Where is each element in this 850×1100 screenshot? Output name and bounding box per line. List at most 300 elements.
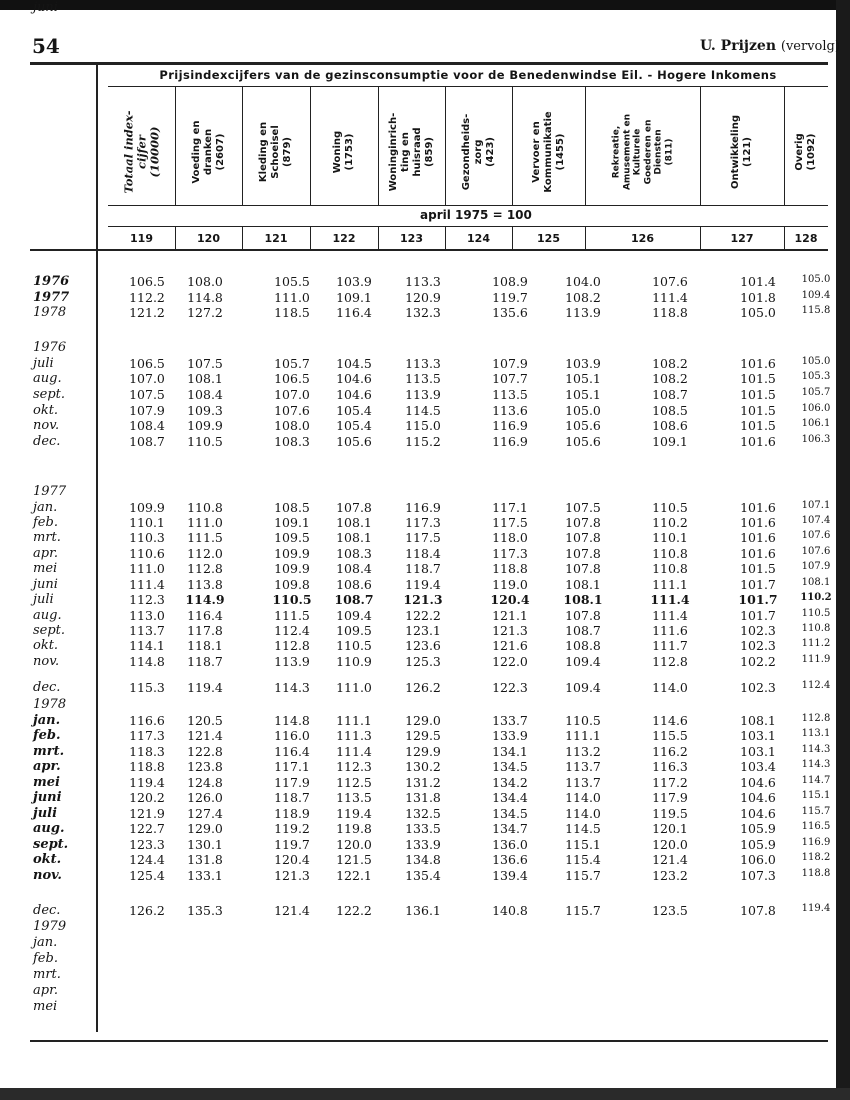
table-cell: 115.1: [801, 790, 831, 801]
table-cell: 118.7: [405, 561, 441, 576]
table-cell: 104.6: [336, 371, 372, 386]
table-cell: 107.8: [565, 608, 601, 623]
table-cell: 111.5: [187, 530, 223, 545]
table-cell: 117.8: [187, 623, 223, 638]
row-label: mei: [33, 775, 60, 790]
row-label: okt.: [33, 403, 59, 418]
table-cell: 125.4: [129, 868, 165, 883]
table-cell: 101.6: [740, 546, 776, 561]
row-label: 1976: [33, 340, 67, 355]
column-number-rule: [585, 226, 586, 249]
table-cell: 110.5: [187, 434, 223, 449]
running-head-title: U. Prijzen: [700, 38, 776, 54]
table-cell: 114.1: [129, 638, 165, 653]
table-cell: 116.4: [187, 608, 223, 623]
table-cell: 104.6: [740, 806, 776, 821]
table-cell: 129.9: [405, 744, 441, 759]
column-label: Voeding en dranken (2607): [190, 120, 226, 184]
row-label: apr.: [33, 759, 61, 774]
table-cell: 108.1: [187, 371, 223, 386]
table-cell: 116.9: [492, 434, 528, 449]
table-cell: 133.7: [492, 713, 528, 728]
table-cell: 107.6: [652, 274, 688, 289]
table-banner: Prijsindexcijfers van de gezinsconsumptie voor de Benedenwindse Eil. - Hogere Inkomens: [159, 68, 777, 82]
table-cell: 113.7: [565, 775, 601, 790]
table-cell: 115.3: [129, 680, 165, 695]
row-label: jan.: [33, 935, 58, 950]
table-cell: 107.8: [565, 561, 601, 576]
table-cell: 101.7: [740, 577, 776, 592]
table-cell: 103.9: [336, 274, 372, 289]
table-cell: 107.5: [565, 500, 601, 515]
table-cell: 127.4: [187, 806, 223, 821]
table-cell: 113.7: [565, 759, 601, 774]
table-cell: 113.0: [129, 608, 165, 623]
table-cell: 110.5: [272, 592, 312, 607]
row-label: sept.: [33, 387, 66, 402]
table-cell: 121.2: [129, 305, 165, 320]
table-cell: 114.8: [129, 654, 165, 669]
table-cell: 112.4: [801, 680, 831, 691]
table-cell: 121.4: [274, 903, 310, 918]
table-cell: 105.1: [565, 387, 601, 402]
table-cell: 117.3: [405, 515, 441, 530]
table-cell: 116.5: [801, 821, 831, 832]
table-cell: 117.5: [405, 530, 441, 545]
table-cell: 109.4: [801, 290, 831, 301]
table-cell: 133.9: [405, 837, 441, 852]
column-number-rule: [512, 226, 513, 249]
table-cell: 110.9: [336, 654, 372, 669]
row-label: jan.: [33, 713, 61, 728]
row-label: juli: [33, 356, 54, 371]
row-label: dec.: [33, 903, 61, 918]
table-cell: 110.8: [652, 546, 688, 561]
table-cell: 114.0: [565, 806, 601, 821]
table-cell: 118.8: [652, 305, 688, 320]
table-cell: 117.5: [492, 515, 528, 530]
table-cell: 119.4: [336, 806, 372, 821]
table-cell: 115.7: [565, 903, 601, 918]
table-cell: 108.7: [129, 434, 165, 449]
table-cell: 110.8: [801, 623, 831, 634]
table-cell: 106.5: [274, 371, 310, 386]
table-cell: 119.4: [129, 775, 165, 790]
row-label: 1978: [33, 697, 67, 712]
row-label: feb.: [33, 951, 58, 966]
row-label: nov.: [33, 868, 62, 883]
table-cell: 103.1: [740, 744, 776, 759]
table-cell: 105.3: [801, 371, 831, 382]
table-cell: 118.7: [187, 654, 223, 669]
table-cell: 110.5: [652, 500, 688, 515]
table-cell: 122.8: [187, 744, 223, 759]
table-cell: 107.8: [565, 515, 601, 530]
table-cell: 117.3: [492, 546, 528, 561]
table-cell: 121.1: [492, 608, 528, 623]
table-cell: 105.6: [565, 434, 601, 449]
table-cell: 114.5: [565, 821, 601, 836]
table-cell: 112.3: [336, 759, 372, 774]
table-cell: 107.6: [801, 546, 831, 557]
table-cell: 111.4: [652, 608, 688, 623]
row-label: apr.: [33, 983, 58, 998]
table-cell: 134.2: [492, 775, 528, 790]
table-cell: 101.6: [740, 434, 776, 449]
table-cell: 125.3: [405, 654, 441, 669]
table-cell: 121.4: [187, 728, 223, 743]
row-label: aug.: [33, 371, 62, 386]
table-cell: 103.1: [740, 728, 776, 743]
table-cell: 112.8: [652, 654, 688, 669]
column-header-119: [108, 92, 175, 212]
column-number: 119: [130, 232, 153, 245]
row-label: 1978: [33, 305, 67, 320]
table-cell: 111.4: [336, 744, 372, 759]
table-cell: 108.1: [563, 592, 603, 607]
table-cell: 109.5: [336, 623, 372, 638]
table-cell: 133.1: [187, 868, 223, 883]
table-cell: 136.6: [492, 852, 528, 867]
table-cell: 108.2: [652, 371, 688, 386]
table-cell: 105.6: [565, 418, 601, 433]
table-cell: 140.8: [492, 903, 528, 918]
row-label: mrt.: [33, 967, 61, 982]
table-cell: 115.7: [801, 806, 831, 817]
table-cell: 112.4: [274, 623, 310, 638]
table-cell: 114.8: [187, 290, 223, 305]
column-label: Rekreatie, Amusement en Kulturele Goederen en Diensten (811): [611, 113, 674, 191]
table-cell: 131.2: [405, 775, 441, 790]
table-cell: 108.6: [652, 418, 688, 433]
table-cell: 122.3: [492, 680, 528, 695]
table-cell: 120.5: [187, 713, 223, 728]
table-cell: 111.1: [652, 577, 688, 592]
table-cell: 114.9: [185, 592, 225, 607]
table-cell: 117.1: [492, 500, 528, 515]
row-label: 1977: [33, 290, 70, 305]
table-cell: 120.0: [336, 837, 372, 852]
table-cell: 109.1: [336, 290, 372, 305]
table-cell: 119.5: [652, 806, 688, 821]
table-cell: 117.9: [652, 790, 688, 805]
table-cell: 109.9: [274, 546, 310, 561]
table-cell: 121.3: [492, 623, 528, 638]
table-cell: 107.6: [274, 403, 310, 418]
table-cell: 105.7: [274, 356, 310, 371]
table-cell: 110.2: [652, 515, 688, 530]
table-cell: 114.0: [652, 680, 688, 695]
table-cell: 106.1: [801, 418, 831, 429]
table-cell: 119.7: [492, 290, 528, 305]
table-cell: 113.5: [405, 371, 441, 386]
table-cell: 101.5: [740, 403, 776, 418]
table-cell: 115.1: [565, 837, 601, 852]
table-cell: 112.0: [187, 546, 223, 561]
table-cell: 132.5: [405, 806, 441, 821]
table-cell: 121.9: [129, 806, 165, 821]
column-header-128: [784, 92, 828, 212]
table-cell: 109.1: [652, 434, 688, 449]
table-cell: 105.5: [274, 274, 310, 289]
table-cell: 108.2: [565, 290, 601, 305]
table-cell: 110.1: [129, 515, 165, 530]
table-cell: 134.4: [492, 790, 528, 805]
table-cell: 111.4: [650, 592, 690, 607]
table-cell: 107.6: [801, 530, 831, 541]
column-label: Woning (1753): [332, 130, 355, 174]
row-label: apr.: [33, 546, 58, 561]
column-label: Gezondheids- zorg (423): [460, 113, 496, 191]
table-cell: 112.5: [336, 775, 372, 790]
table-cell: 108.0: [187, 274, 223, 289]
column-header-120: [175, 92, 242, 212]
table-cell: 101.5: [740, 387, 776, 402]
table-cell: 105.4: [336, 403, 372, 418]
table-cell: 121.5: [336, 852, 372, 867]
table-cell: 134.5: [492, 759, 528, 774]
table-cell: 105.6: [336, 434, 372, 449]
table-cell: 118.5: [274, 305, 310, 320]
row-label: sept.: [33, 837, 69, 852]
table-cell: 111.0: [187, 515, 223, 530]
table-cell: 136.0: [492, 837, 528, 852]
table-cell: 101.6: [740, 500, 776, 515]
table-cell: 132.3: [405, 305, 441, 320]
table-cell: 109.5: [274, 530, 310, 545]
rule-bottom: [30, 1040, 828, 1042]
table-cell: 114.3: [801, 759, 831, 770]
column-label: Vervoer en Kommunikatie (1455): [530, 111, 566, 193]
table-cell: 109.1: [274, 515, 310, 530]
table-cell: 102.3: [740, 623, 776, 638]
column-number: 120: [197, 232, 220, 245]
running-head-continued: (vervolg): [780, 39, 840, 54]
table-cell: 116.3: [652, 759, 688, 774]
row-label: jan.: [33, 500, 58, 515]
table-cell: 116.4: [274, 744, 310, 759]
table-cell: 124.4: [129, 852, 165, 867]
column-header-126: [585, 92, 700, 212]
table-cell: 108.2: [652, 356, 688, 371]
table-cell: 107.9: [129, 403, 165, 418]
scan-bottom-border: [0, 1088, 850, 1100]
table-cell: 113.3: [405, 274, 441, 289]
column-number-rule: [378, 226, 379, 249]
table-cell: 122.2: [336, 903, 372, 918]
table-cell: 111.0: [129, 561, 165, 576]
table-cell: 104.5: [336, 356, 372, 371]
table-cell: 134.1: [492, 744, 528, 759]
table-cell: 116.6: [129, 713, 165, 728]
table-cell: 105.9: [740, 837, 776, 852]
table-cell: 120.0: [652, 837, 688, 852]
column-header-122: [310, 92, 378, 212]
table-cell: 107.5: [129, 387, 165, 402]
table-cell: 104.6: [740, 790, 776, 805]
table-cell: 112.8: [274, 638, 310, 653]
row-label: dec.: [33, 680, 61, 695]
table-cell: 113.5: [336, 790, 372, 805]
table-cell: 110.5: [565, 713, 601, 728]
table-cell: 101.5: [740, 371, 776, 386]
table-cell: 123.6: [405, 638, 441, 653]
table-cell: 106.5: [129, 356, 165, 371]
column-number: 121: [264, 232, 288, 245]
table-cell: 123.1: [405, 623, 441, 638]
table-cell: 118.0: [492, 530, 528, 545]
column-number: 123: [400, 232, 423, 245]
column-number: 127: [730, 232, 754, 245]
table-cell: 108.1: [801, 577, 831, 588]
row-label: mrt.: [33, 744, 65, 759]
table-cell: 119.8: [336, 821, 372, 836]
table-cell: 108.7: [565, 623, 601, 638]
table-cell: 110.8: [187, 500, 223, 515]
table-cell: 126.2: [405, 680, 441, 695]
table-cell: 109.3: [187, 403, 223, 418]
table-cell: 119.4: [801, 903, 831, 914]
table-cell: 114.3: [274, 680, 310, 695]
table-cell: 111.1: [565, 728, 601, 743]
table-cell: 111.2: [801, 638, 831, 649]
column-number-rule: [784, 226, 785, 249]
table-cell: 108.3: [274, 434, 310, 449]
table-cell: 126.2: [129, 903, 165, 918]
table-cell: 114.8: [274, 713, 310, 728]
table-cell: 110.3: [129, 530, 165, 545]
table-cell: 116.9: [492, 418, 528, 433]
column-header-124: [445, 92, 512, 212]
table-cell: 108.4: [336, 561, 372, 576]
table-cell: 109.9: [274, 561, 310, 576]
table-cell: 101.5: [740, 418, 776, 433]
table-cell: 104.6: [740, 775, 776, 790]
table-cell: 105.0: [740, 305, 776, 320]
row-label: nov.: [33, 418, 60, 433]
table-cell: 110.6: [129, 546, 165, 561]
table-cell: 102.2: [740, 654, 776, 669]
table-cell: 123.5: [652, 903, 688, 918]
row-label: feb.: [33, 728, 61, 743]
table-cell: 105.4: [336, 418, 372, 433]
table-cell: 113.8: [187, 577, 223, 592]
table-cell: 111.5: [274, 608, 310, 623]
table-cell: 120.1: [652, 821, 688, 836]
table-cell: 110.8: [652, 561, 688, 576]
table-cell: 113.7: [129, 623, 165, 638]
column-number: 122: [332, 232, 356, 245]
table-cell: 107.7: [492, 371, 528, 386]
table-cell: 136.1: [405, 903, 441, 918]
table-cell: 115.5: [652, 728, 688, 743]
table-cell: 122.0: [492, 654, 528, 669]
table-cell: 106.0: [801, 403, 831, 414]
table-cell: 116.0: [274, 728, 310, 743]
table-cell: 130.2: [405, 759, 441, 774]
row-label: okt.: [33, 852, 62, 867]
table-cell: 111.0: [274, 290, 310, 305]
table-cell: 107.8: [740, 903, 776, 918]
table-cell: 110.5: [336, 638, 372, 653]
table-cell: 109.9: [129, 500, 165, 515]
table-cell: 108.8: [565, 638, 601, 653]
row-label: 1976: [33, 274, 70, 289]
table-cell: 120.9: [405, 290, 441, 305]
table-cell: 122.1: [336, 868, 372, 883]
table-cell: 135.4: [405, 868, 441, 883]
table-cell: 109.9: [187, 418, 223, 433]
table-cell: 113.2: [565, 744, 601, 759]
table-cell: 108.3: [336, 546, 372, 561]
column-number: 124: [467, 232, 490, 245]
table-cell: 107.8: [336, 500, 372, 515]
column-number: 128: [794, 232, 818, 245]
table-cell: 118.3: [129, 744, 165, 759]
table-cell: 114.3: [801, 744, 831, 755]
column-number-rule: [242, 226, 243, 249]
table-cell: 117.1: [274, 759, 310, 774]
table-cell: 116.9: [405, 500, 441, 515]
table-cell: 112.2: [129, 290, 165, 305]
table-cell: 114.6: [652, 713, 688, 728]
table-cell: 118.8: [492, 561, 528, 576]
table-cell: 122.2: [405, 608, 441, 623]
table-cell: 106.5: [129, 274, 165, 289]
table-cell: 103.9: [565, 356, 601, 371]
table-cell: 114.7: [801, 775, 831, 786]
table-cell: 129.0: [405, 713, 441, 728]
table-cell: 110.1: [652, 530, 688, 545]
table-cell: 111.7: [652, 638, 688, 653]
row-label: mrt.: [33, 530, 61, 545]
table-cell: 108.9: [492, 274, 528, 289]
column-header-121: [242, 92, 310, 212]
table-cell: 113.6: [492, 403, 528, 418]
table-cell: 120.2: [129, 790, 165, 805]
column-number: 126: [631, 232, 654, 245]
column-header-127: [700, 92, 784, 212]
column-number-rule: [445, 226, 446, 249]
table-cell: 116.4: [336, 305, 372, 320]
table-cell: 102.3: [740, 638, 776, 653]
table-cell: 101.7: [740, 608, 776, 623]
table-cell: 109.4: [336, 608, 372, 623]
row-label: sept.: [33, 623, 66, 638]
table-cell: 127.2: [187, 305, 223, 320]
table-cell: 131.8: [405, 790, 441, 805]
table-cell: 120.4: [490, 592, 530, 607]
table-cell: 101.8: [740, 290, 776, 305]
running-head: [700, 38, 840, 54]
table-cell: 111.9: [801, 654, 831, 665]
column-label: Ontwikkeling (121): [730, 115, 753, 190]
column-number: 125: [537, 232, 560, 245]
table-cell: 121.3: [403, 592, 443, 607]
row-label: 1979: [33, 919, 67, 934]
table-cell: 113.5: [492, 387, 528, 402]
table-cell: 135.3: [187, 903, 223, 918]
row-label: feb.: [33, 515, 58, 530]
table-cell: 119.4: [405, 577, 441, 592]
scan-top-border: [0, 0, 850, 10]
table-cell: 108.0: [274, 418, 310, 433]
row-label: okt.: [33, 638, 59, 653]
column-header-125: [512, 92, 585, 212]
table-cell: 112.8: [801, 713, 831, 724]
table-cell: 113.9: [405, 387, 441, 402]
table-cell: 117.3: [129, 728, 165, 743]
